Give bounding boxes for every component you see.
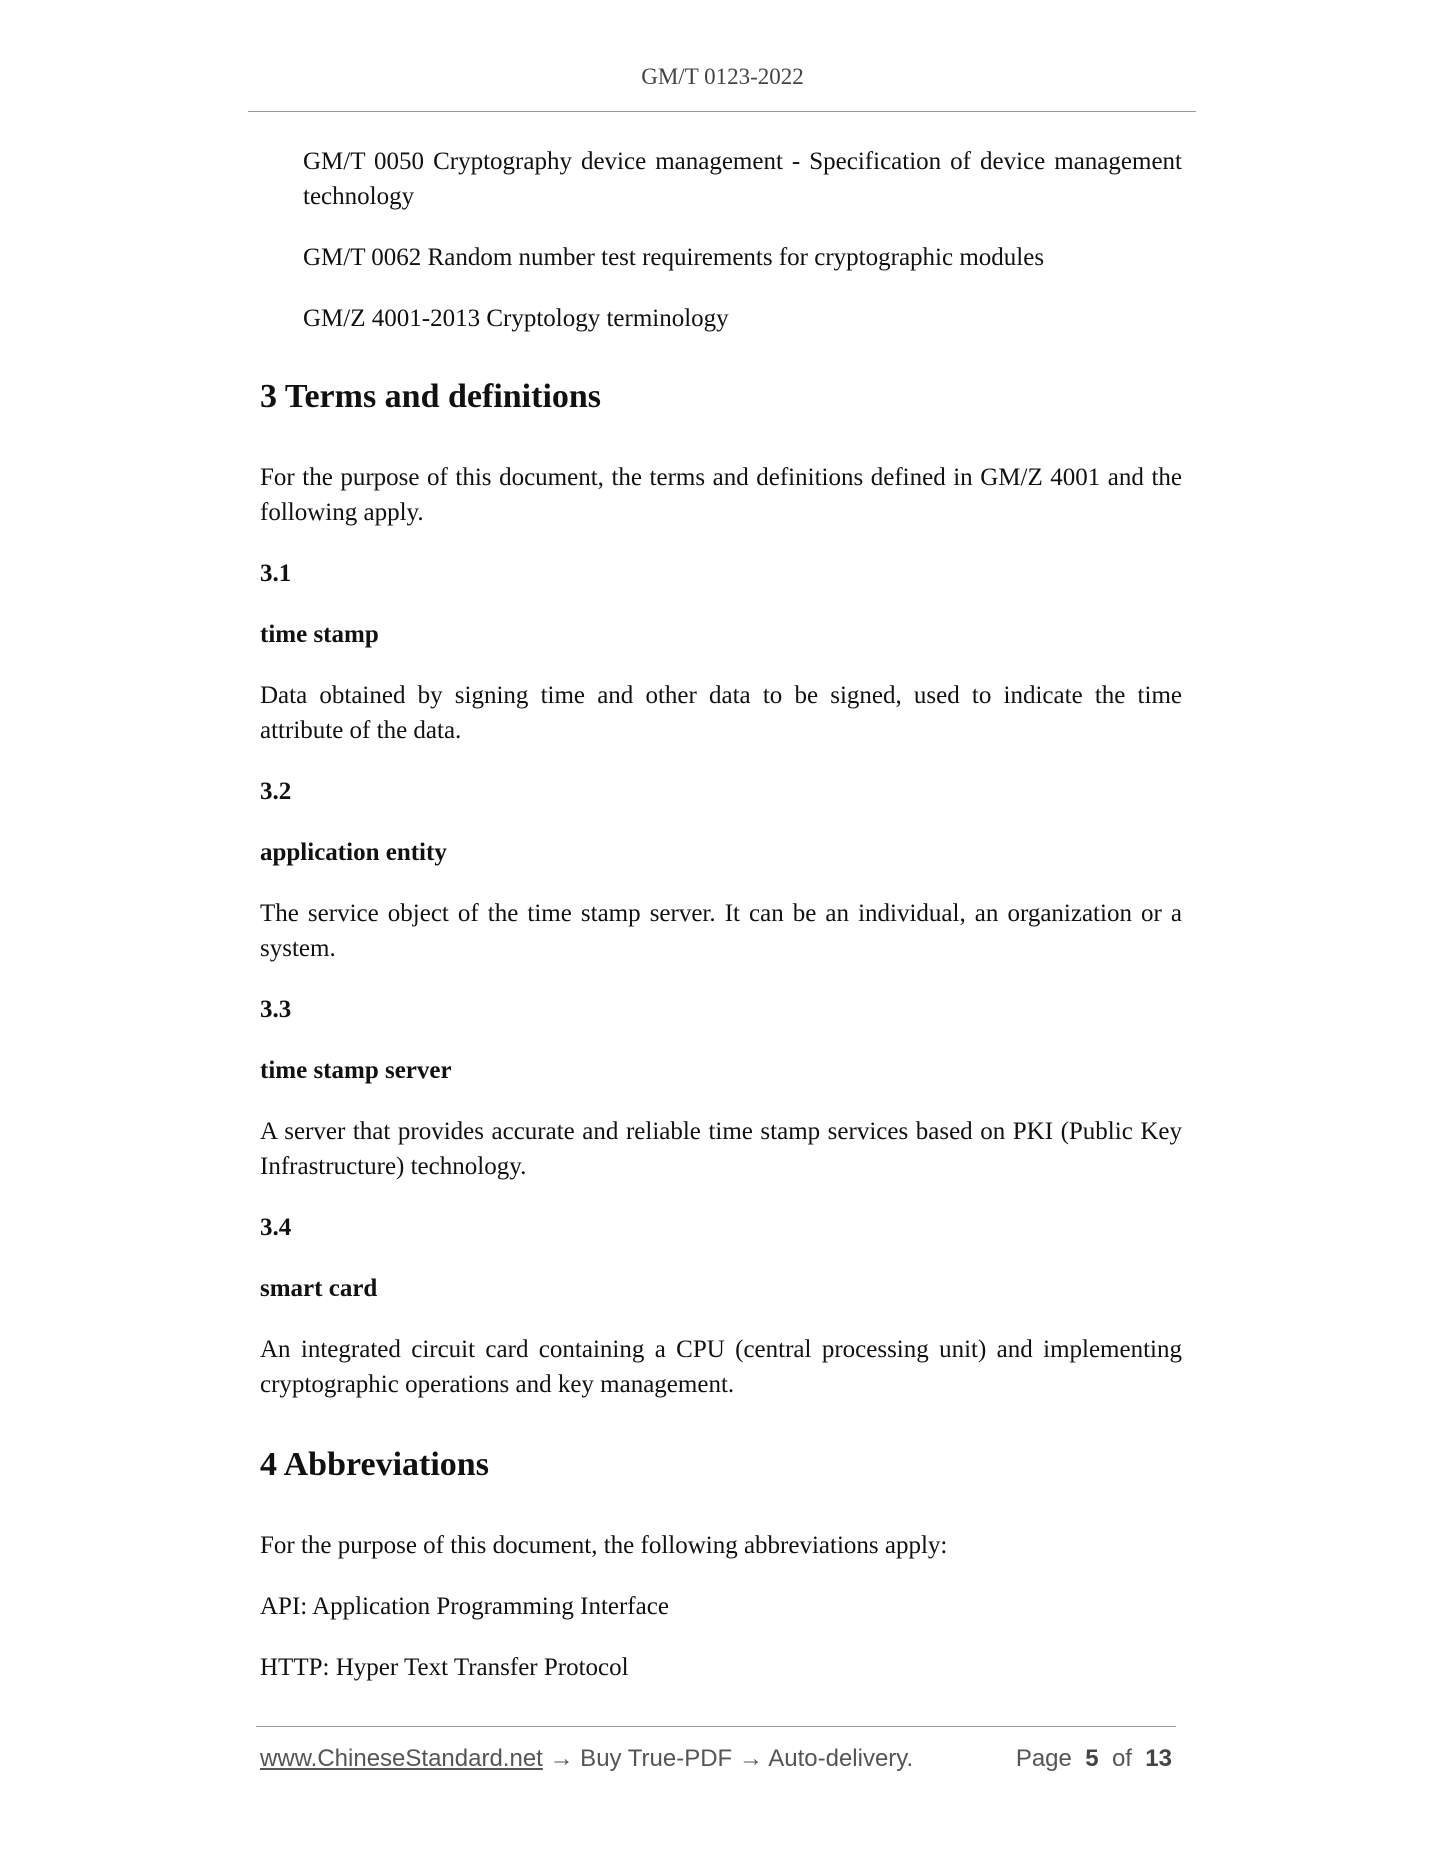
of-label: of <box>1111 1745 1132 1772</box>
term-definition: A server that provides accurate and reliable time stamp services based on PKI (Public Key Infrastructure) technology. <box>260 1118 1182 1180</box>
abbreviation-item: HTTP: Hyper Text Transfer Protocol <box>260 1654 629 1681</box>
term-number: 3.4 <box>260 1214 292 1241</box>
section-heading: 4 Abbreviations <box>260 1446 489 1483</box>
abbreviation-item: API: Application Programming Interface <box>260 1593 669 1620</box>
total-pages: 13 <box>1145 1745 1172 1772</box>
section-intro: For the purpose of this document, the terms and definitions defined in GM/Z 4001 and the following apply. <box>260 464 1182 526</box>
reference-item: GM/Z 4001-2013 Cryptology terminology <box>303 305 729 332</box>
term-title: time stamp server <box>260 1057 452 1084</box>
term-definition: Data obtained by signing time and other data to be signed, used to indicate the time attribute of the data. <box>260 682 1182 744</box>
term-definition: An integrated circuit card containing a CPU (central processing unit) and implementing cryptographic operations and key management. <box>260 1336 1182 1398</box>
reference-item: GM/T 0062 Random number test requirements for cryptographic modules <box>303 244 1045 271</box>
footer-divider <box>256 1726 1176 1727</box>
page-label: Page <box>1015 1745 1072 1772</box>
website-link[interactable]: www.ChineseStandard.net <box>260 1745 543 1772</box>
footer-promo <box>260 1745 913 1773</box>
reference-item: GM/T 0050 Cryptography device management - Specification of device management technology <box>303 148 1182 210</box>
term-number: 3.3 <box>260 996 292 1023</box>
header-divider <box>248 111 1196 112</box>
term-number: 3.1 <box>260 560 292 587</box>
term-title: time stamp <box>260 621 379 648</box>
section-heading: 3 Terms and definitions <box>260 378 602 415</box>
running-header: GM/T 0123-2022 <box>641 64 804 89</box>
term-title: smart card <box>260 1275 378 1302</box>
section-intro: For the purpose of this document, the following abbreviations apply: <box>260 1532 948 1559</box>
page-indicator <box>1016 1745 1172 1773</box>
term-number: 3.2 <box>260 778 292 805</box>
page-body <box>260 144 1182 1711</box>
term-title: application entity <box>260 839 447 866</box>
footer-promo-text: → Buy True-PDF → Auto-delivery. <box>542 1745 914 1772</box>
current-page: 5 <box>1085 1745 1099 1772</box>
term-definition: The service object of the time stamp server. It can be an individual, an organization or a system. <box>260 900 1182 962</box>
